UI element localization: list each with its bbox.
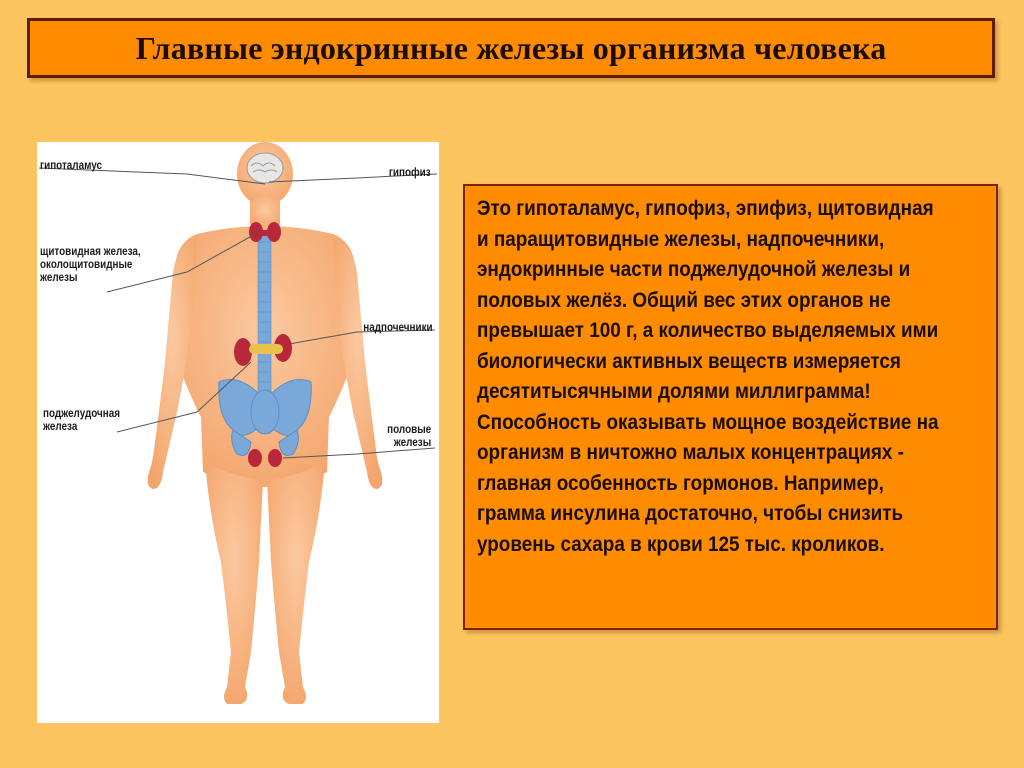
adrenal-left — [234, 338, 252, 366]
gonad-right — [268, 449, 282, 467]
label-thyroid: щитовидная железа, околощитовидные железы — [40, 246, 141, 284]
label-adrenals: надпочечники — [363, 322, 433, 334]
pancreas — [249, 344, 283, 354]
brain-icon — [247, 153, 283, 183]
endocrine-diagram-panel — [37, 142, 439, 723]
spine — [258, 232, 271, 412]
info-box — [463, 184, 998, 630]
gonad-left — [248, 449, 262, 467]
label-gonads: половые железы — [387, 424, 431, 449]
label-pancreas: поджелудочная железа — [43, 408, 121, 433]
slide-title: Главные эндокринные железы организма человека — [135, 29, 887, 66]
slide-title-box — [27, 18, 995, 78]
label-pituitary: гипофиз — [389, 167, 431, 179]
label-hypothalamus: гипоталамус — [40, 160, 103, 172]
info-text: Это гипоталамус, гипофиз, эпифиз, щитовидная и паращитовидные железы, надпочечники, эндокринные части поджелудочной железы и половых желёз. Общий вес этих органов не превышает 100 г, а количество выделяемых ими биологически активных веществ измеряется десятитысячными долями миллиграмма! Способность оказывать мощное воздействие на организм в ничтожно малых концентрациях - главная особенность гормонов. Например, грамма инсулина достаточно, чтобы снизить уровень сахара в крови 125 тыс. кроликов. — [477, 197, 939, 556]
